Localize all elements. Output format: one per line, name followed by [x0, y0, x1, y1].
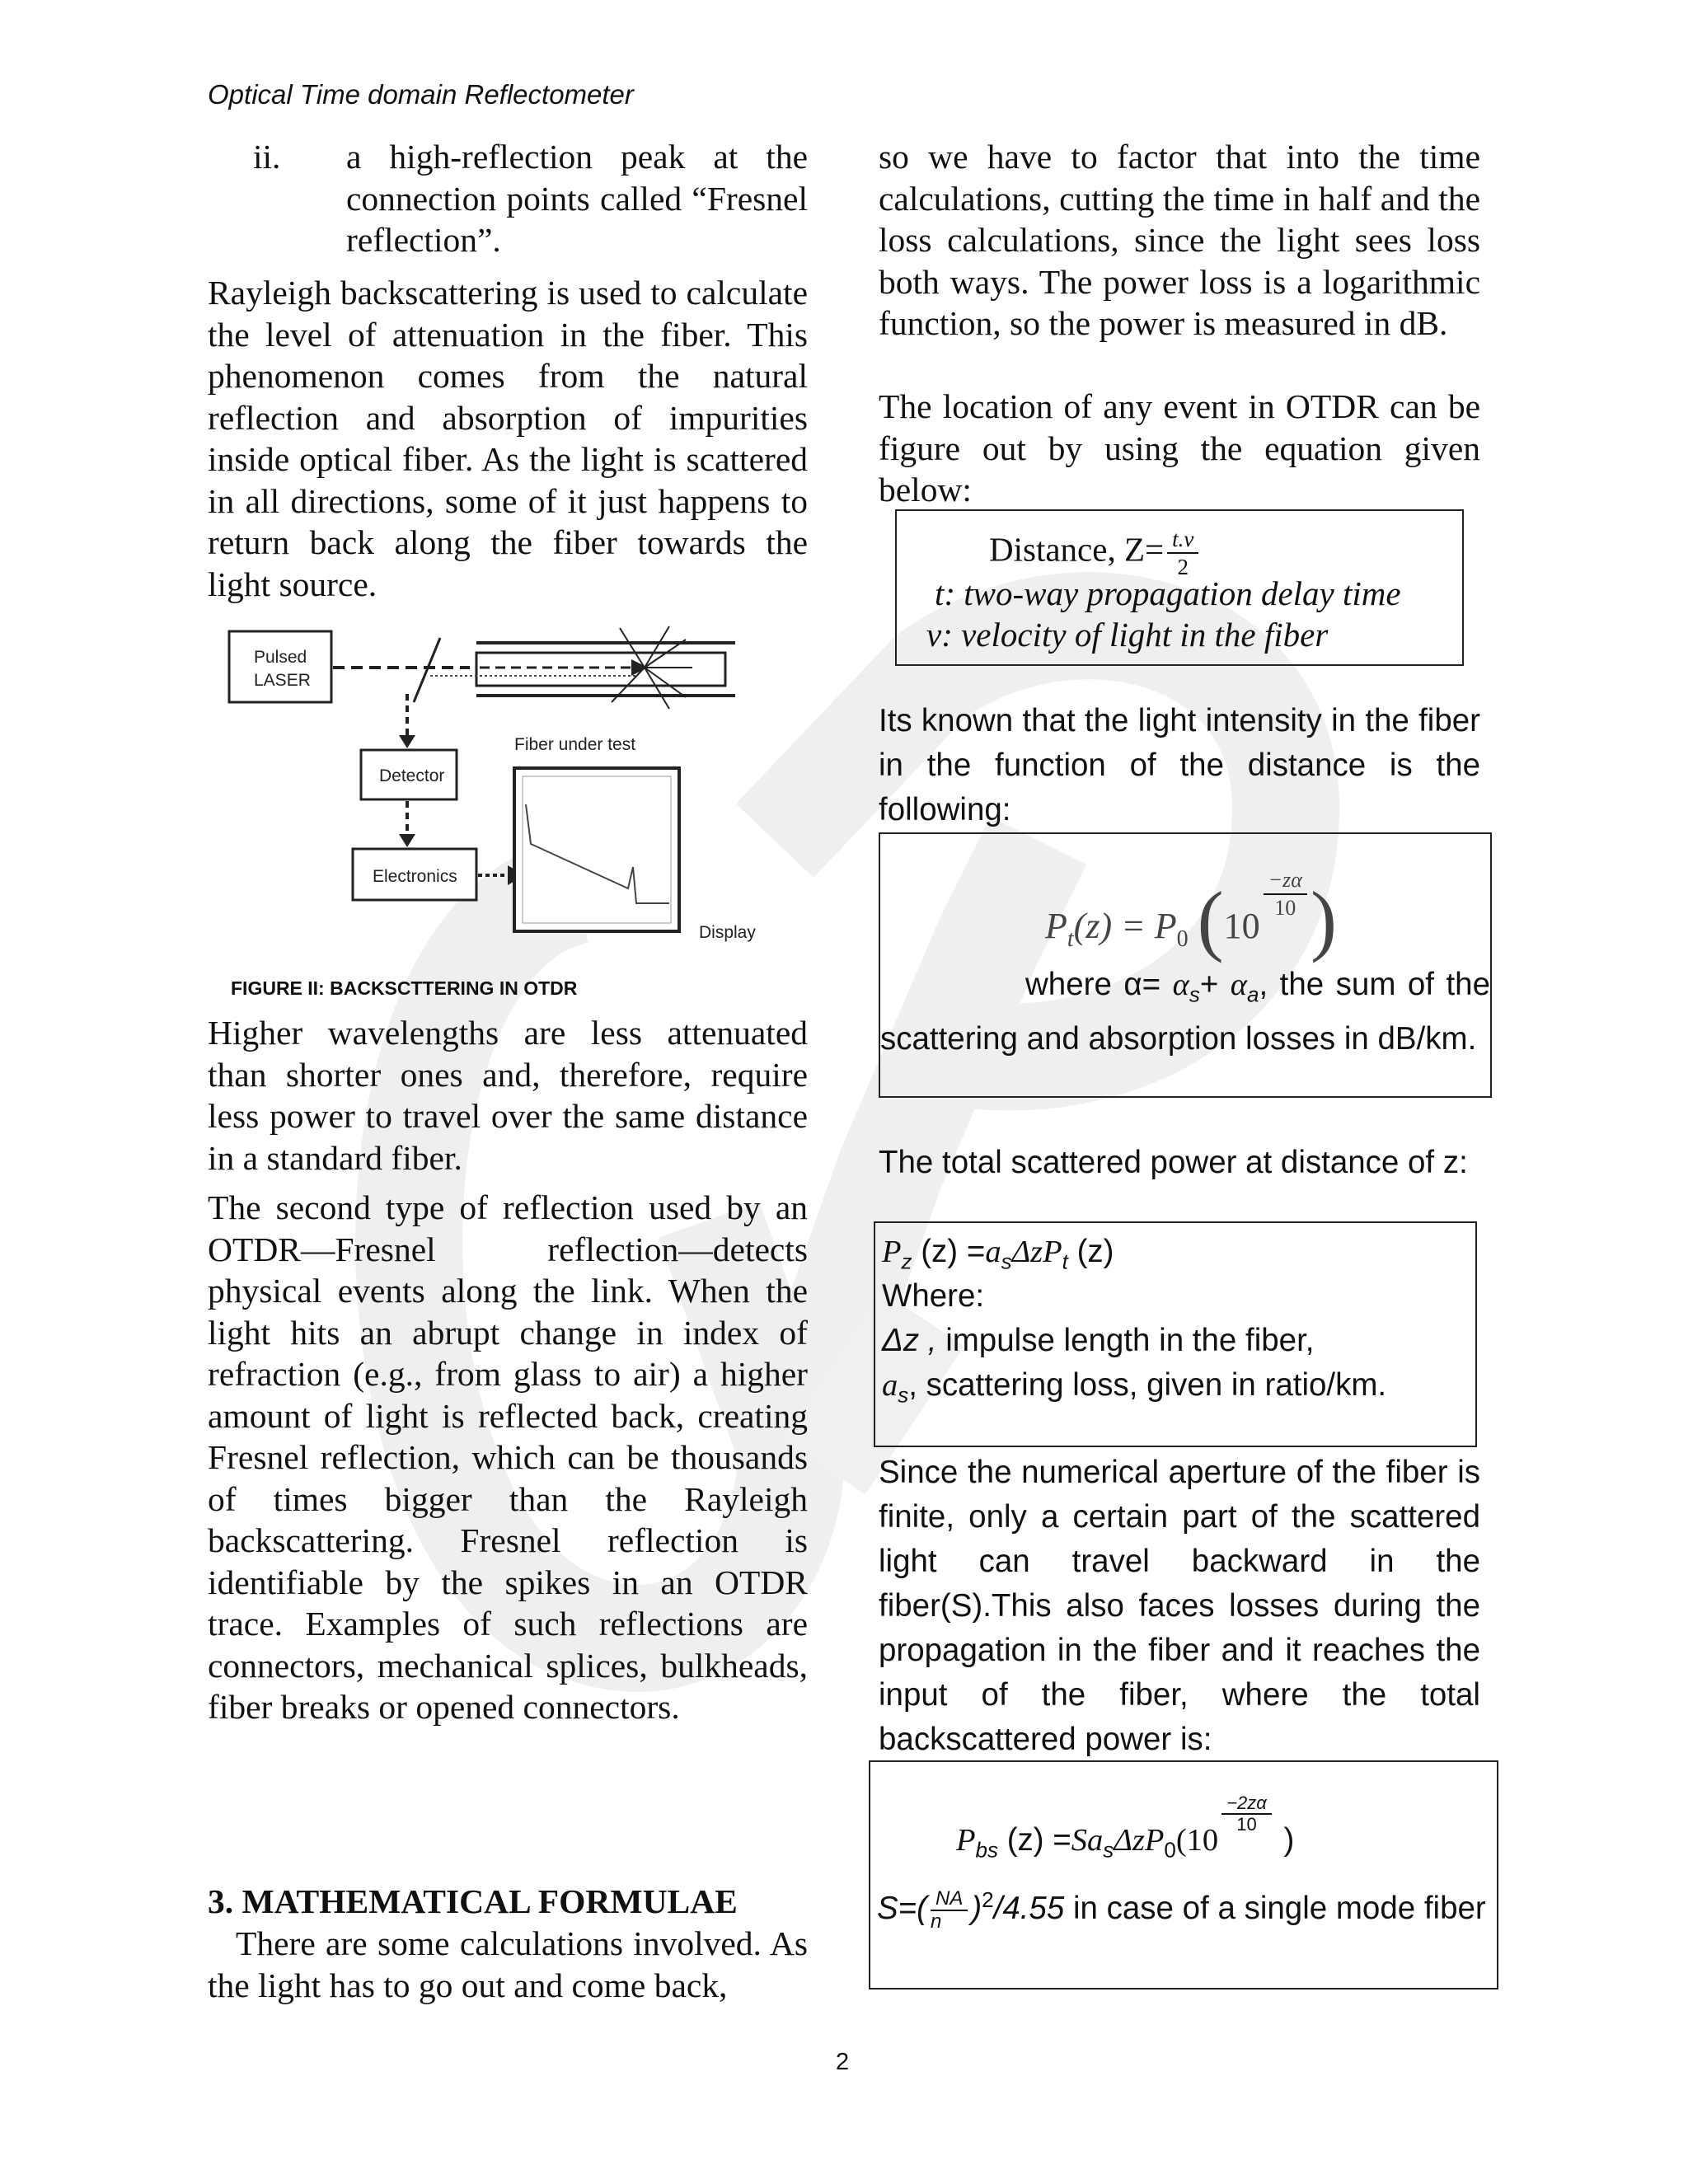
distance-frac-num: t.v — [1167, 526, 1198, 554]
paragraph-intensity: Its known that the light intensity in the fiber in the function of the distance is the following: — [879, 703, 1480, 827]
list-item-number: ii. — [253, 138, 281, 176]
beam-splitter — [414, 638, 440, 702]
figure-caption: FIGURE II: BACKSCTTERING IN OTDR — [231, 977, 578, 999]
s-definition: S=( $\frac{NA}{n}$ )$^2$/4.55 in case of a single mode fiber — [877, 1886, 1486, 1933]
paragraph-time: so we have to factor that into the time calculations, cutting the time in half and the loss calculations, since the light sees loss both ways. The power loss is a logarithmic function, so the power is measured in dB. — [879, 138, 1480, 342]
list-item-text: a high-reflection peak at the connection points called “Fresnel reflection”. — [346, 138, 808, 259]
backscatter-formula: $P_{bs}$ $(z) =Sa_s\Delta zP_0(10$ $\frac{-2z\alpha}{10}$ ) — [956, 1793, 1295, 1863]
page-number: 2 — [836, 2049, 850, 2075]
paragraph-rayleigh: Rayleigh backscattering is used to calculate the level of attenuation in the fiber. This phenomenon comes from the natural reflection and absorption of impurities inside optical fiber. As the light is scattered in all directions, some of it just happens to return back along the fiber towards the light source. — [208, 274, 808, 603]
paragraph-fresnel: The second type of reflection used by an OTDR—Fresnel reflection—detects physical events along the link. When the light hits an abrupt change in index of refraction (e.g., from glass to air) a higher amount of light is reflected back, creating Fresnel reflection, which can be thousands of times bigger than the Rayleigh backscattering. Fresnel reflection is identifiable by the spikes in an OTDR trace. Examples of such reflections are connectors, mechanical splices, bulkheads, fiber breaks or opened connectors. — [208, 1188, 808, 1726]
electronics-label: Electronics — [373, 867, 457, 886]
intensity-where-text: where $\alpha= \alpha_s+ \alpha_a$, the sum of the scattering and absorption losses in dB/km. — [880, 967, 1491, 1057]
running-header: Optical Time domain Reflectometer — [208, 79, 634, 110]
scatter-formula: $P_z$ $(z) =a_s\Delta zP_t$ (z) — [882, 1234, 1114, 1274]
detector-label: Detector — [379, 766, 445, 785]
t-definition: t: two-way propagation delay time — [935, 574, 1401, 612]
fiber-under-test — [476, 653, 725, 686]
display-label: Display — [699, 923, 756, 942]
paragraph-location: The location of any event in OTDR can be figure out by using the equation given below: — [879, 387, 1480, 509]
intensity-equation-box — [879, 832, 1492, 1098]
paragraph-numerical-aperture: Since the numerical aperture of the fiber is finite, only a certain part of the scattered light can travel backward in the fiber(S).This also faces losses during the propagation in the fiber and it reaches the input of the fiber, where the total backscattered power is: — [879, 1455, 1480, 1757]
otdr-figure — [224, 620, 768, 949]
distance-label: Distance, Z= — [989, 530, 1165, 569]
pulsed-laser-box — [229, 631, 331, 702]
backscatter-equation-box — [869, 1760, 1498, 1990]
pulsed-laser-label: Pulsed — [254, 648, 307, 667]
paragraph-calculations: There are some calculations involved. As the light has to go out and come back, — [208, 1924, 808, 2004]
fiber-under-test-label: Fiber under test — [514, 735, 636, 754]
intensity-formula: $P_t(z) = P_0$ (10 $\frac{-z\alpha}{10}$ ) — [1045, 868, 1337, 963]
scatter-where: Where: — [882, 1278, 985, 1314]
section-heading: 3. MATHEMATICAL FORMULAE — [208, 1882, 738, 1920]
distance-frac-den: 2 — [1177, 555, 1189, 579]
paragraph-total-scattered: The total scattered power at distance of z: — [879, 1145, 1468, 1180]
paragraph-wavelengths: Higher wavelengths are less attenuated than shorter ones and, therefore, require less power to travel over the same distance in a standard fiber. — [208, 1014, 808, 1177]
pulsed-laser-label-2: LASER — [254, 671, 311, 690]
scatter-equation-box — [874, 1221, 1477, 1447]
as-definition: $a_s$, scattering loss, given in ratio/km. — [882, 1367, 1387, 1408]
distance-equation-box — [895, 509, 1464, 666]
dz-definition: Δz , impulse length in the fiber, — [882, 1323, 1315, 1358]
v-definition: v: velocity of light in the fiber — [926, 616, 1329, 654]
